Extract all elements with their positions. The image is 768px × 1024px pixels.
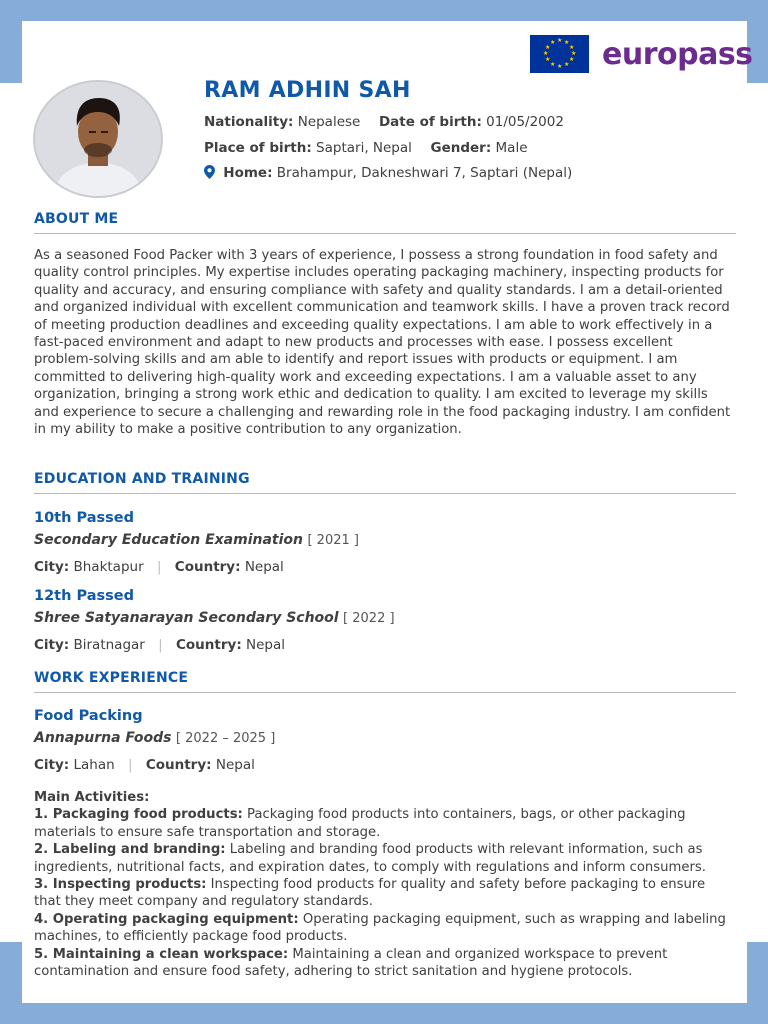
activity-head: 3. Inspecting products:	[34, 877, 207, 893]
city-value: Bhaktapur	[73, 559, 144, 575]
separator: |	[156, 559, 162, 575]
dob-value: 01/05/2002	[486, 114, 564, 130]
europass-wordmark: europass	[602, 36, 753, 72]
country-label: Country:	[174, 559, 241, 575]
activity-text: Inspecting food products for quality and safety before packaging to ensure that they meet company and regulatory standards.	[34, 877, 706, 910]
city-label: City:	[34, 757, 70, 773]
about-text: As a seasoned Food Packer with 3 years of experience, I possess a strong foundation in food safety and quality control principles. My expertise includes operating packaging machinery, inspecting products for quality and accuracy, and ensuring compliance with safety and quality standards. I am a detail-oriented and organized individual with excellent communication and teamwork skills. I have a proven track record of meeting production deadlines and exceeding quality expectations. I am able to work effectively in a fast-paced environment and adapt to new products and processes with ease. I possess excellent problem-solving skills and am able to identify and report issues with products or equipment. I am committed to delivering high-quality work and exceeding expectations. I am a valuable asset to any organization, bringing a strong work ethic and dedication to quality. I am excited to leverage my skills and experience to secure a challenging and rewarding role in the food packaging industry. I am confident in my ability to make a positive contribution to any organization.	[34, 248, 731, 438]
activity-text: Operating packaging equipment, such as wrapping and labeling machines, to efficiently package food products.	[34, 911, 726, 945]
pob-label: Place of birth:	[204, 140, 312, 156]
city-value: Biratnagar	[73, 637, 145, 653]
education-location-2	[34, 637, 285, 653]
education-institution-1	[34, 532, 359, 548]
activities-label: Main Activities:	[34, 790, 150, 805]
activity-item	[34, 946, 736, 981]
location-pin-icon	[204, 165, 215, 183]
profile-photo	[33, 80, 163, 198]
job-title: Food Packing	[34, 708, 143, 724]
person-name: RAM ADHIN SAH	[204, 78, 411, 103]
pob-value: Saptari, Nepal	[316, 140, 412, 156]
activity-text: Packaging food products into containers, bags, or other packaging materials to ensure safe transportation and storage.	[34, 807, 686, 840]
separator: |	[158, 637, 163, 653]
cv-page	[22, 21, 753, 1003]
eu-flag-icon: ★ ★ ★ ★ ★ ★ ★ ★ ★ ★ ★ ★	[530, 35, 589, 73]
section-work-title: WORK EXPERIENCE	[34, 670, 736, 693]
education-institution-2	[34, 610, 395, 626]
activity-text: Labeling and branding food products with relevant information, such as ingredients, nutritional facts, and expiration dates, to comply with regulations and inform consumers.	[34, 842, 706, 875]
job-location	[34, 757, 255, 773]
job-dates: [ 2022 – 2025 ]	[175, 731, 276, 746]
institution-name: Secondary Education Examination	[34, 532, 304, 548]
activity-head: 4. Operating packaging equipment:	[34, 911, 299, 927]
city-value: Lahan	[73, 757, 115, 773]
activity-item	[34, 806, 736, 841]
activity-text: Maintaining a clean and organized workspace to prevent contamination and ensure food safety, adhering to strict sanitation and hygiene protocols.	[34, 946, 668, 980]
education-title-1: 10th Passed	[34, 510, 134, 526]
education-dates: [ 2021 ]	[307, 533, 359, 548]
home-line	[204, 165, 572, 183]
section-education-title: EDUCATION AND TRAINING	[34, 471, 736, 494]
nationality-value: Nepalese	[297, 114, 361, 130]
gender-label: Gender:	[430, 140, 492, 156]
education-location-1	[34, 559, 284, 575]
separator: |	[127, 757, 133, 773]
city-label: City:	[34, 559, 70, 575]
job-employer-line	[34, 730, 275, 746]
activity-item	[34, 876, 736, 911]
activity-head: 2. Labeling and branding:	[34, 842, 226, 858]
institution-name: Shree Satyanarayan Secondary School	[34, 610, 339, 626]
home-value: Brahampur, Dakneshwari 7, Saptari (Nepal)	[276, 165, 573, 181]
activity-item	[34, 911, 736, 946]
nationality-label: Nationality:	[204, 114, 294, 130]
activity-head: 5. Maintaining a clean workspace:	[34, 946, 289, 962]
main-activities	[34, 789, 736, 980]
country-label: Country:	[145, 757, 212, 773]
country-value: Nepal	[215, 757, 255, 773]
city-label: City:	[34, 637, 70, 653]
country-label: Country:	[176, 637, 242, 653]
home-label: Home:	[223, 165, 273, 181]
education-dates: [ 2022 ]	[343, 611, 395, 626]
education-title-2: 12th Passed	[34, 588, 134, 604]
country-value: Nepal	[244, 559, 284, 575]
activity-head: 1. Packaging food products:	[34, 807, 243, 823]
nationality-dob-line	[204, 114, 564, 130]
country-value: Nepal	[246, 637, 286, 653]
dob-label: Date of birth:	[378, 114, 482, 130]
section-about-title: ABOUT ME	[34, 211, 736, 234]
gender-value: Male	[495, 140, 528, 156]
europass-logo	[530, 35, 753, 73]
pob-gender-line	[204, 140, 528, 156]
employer-name: Annapurna Foods	[34, 730, 172, 746]
activity-item	[34, 841, 736, 876]
